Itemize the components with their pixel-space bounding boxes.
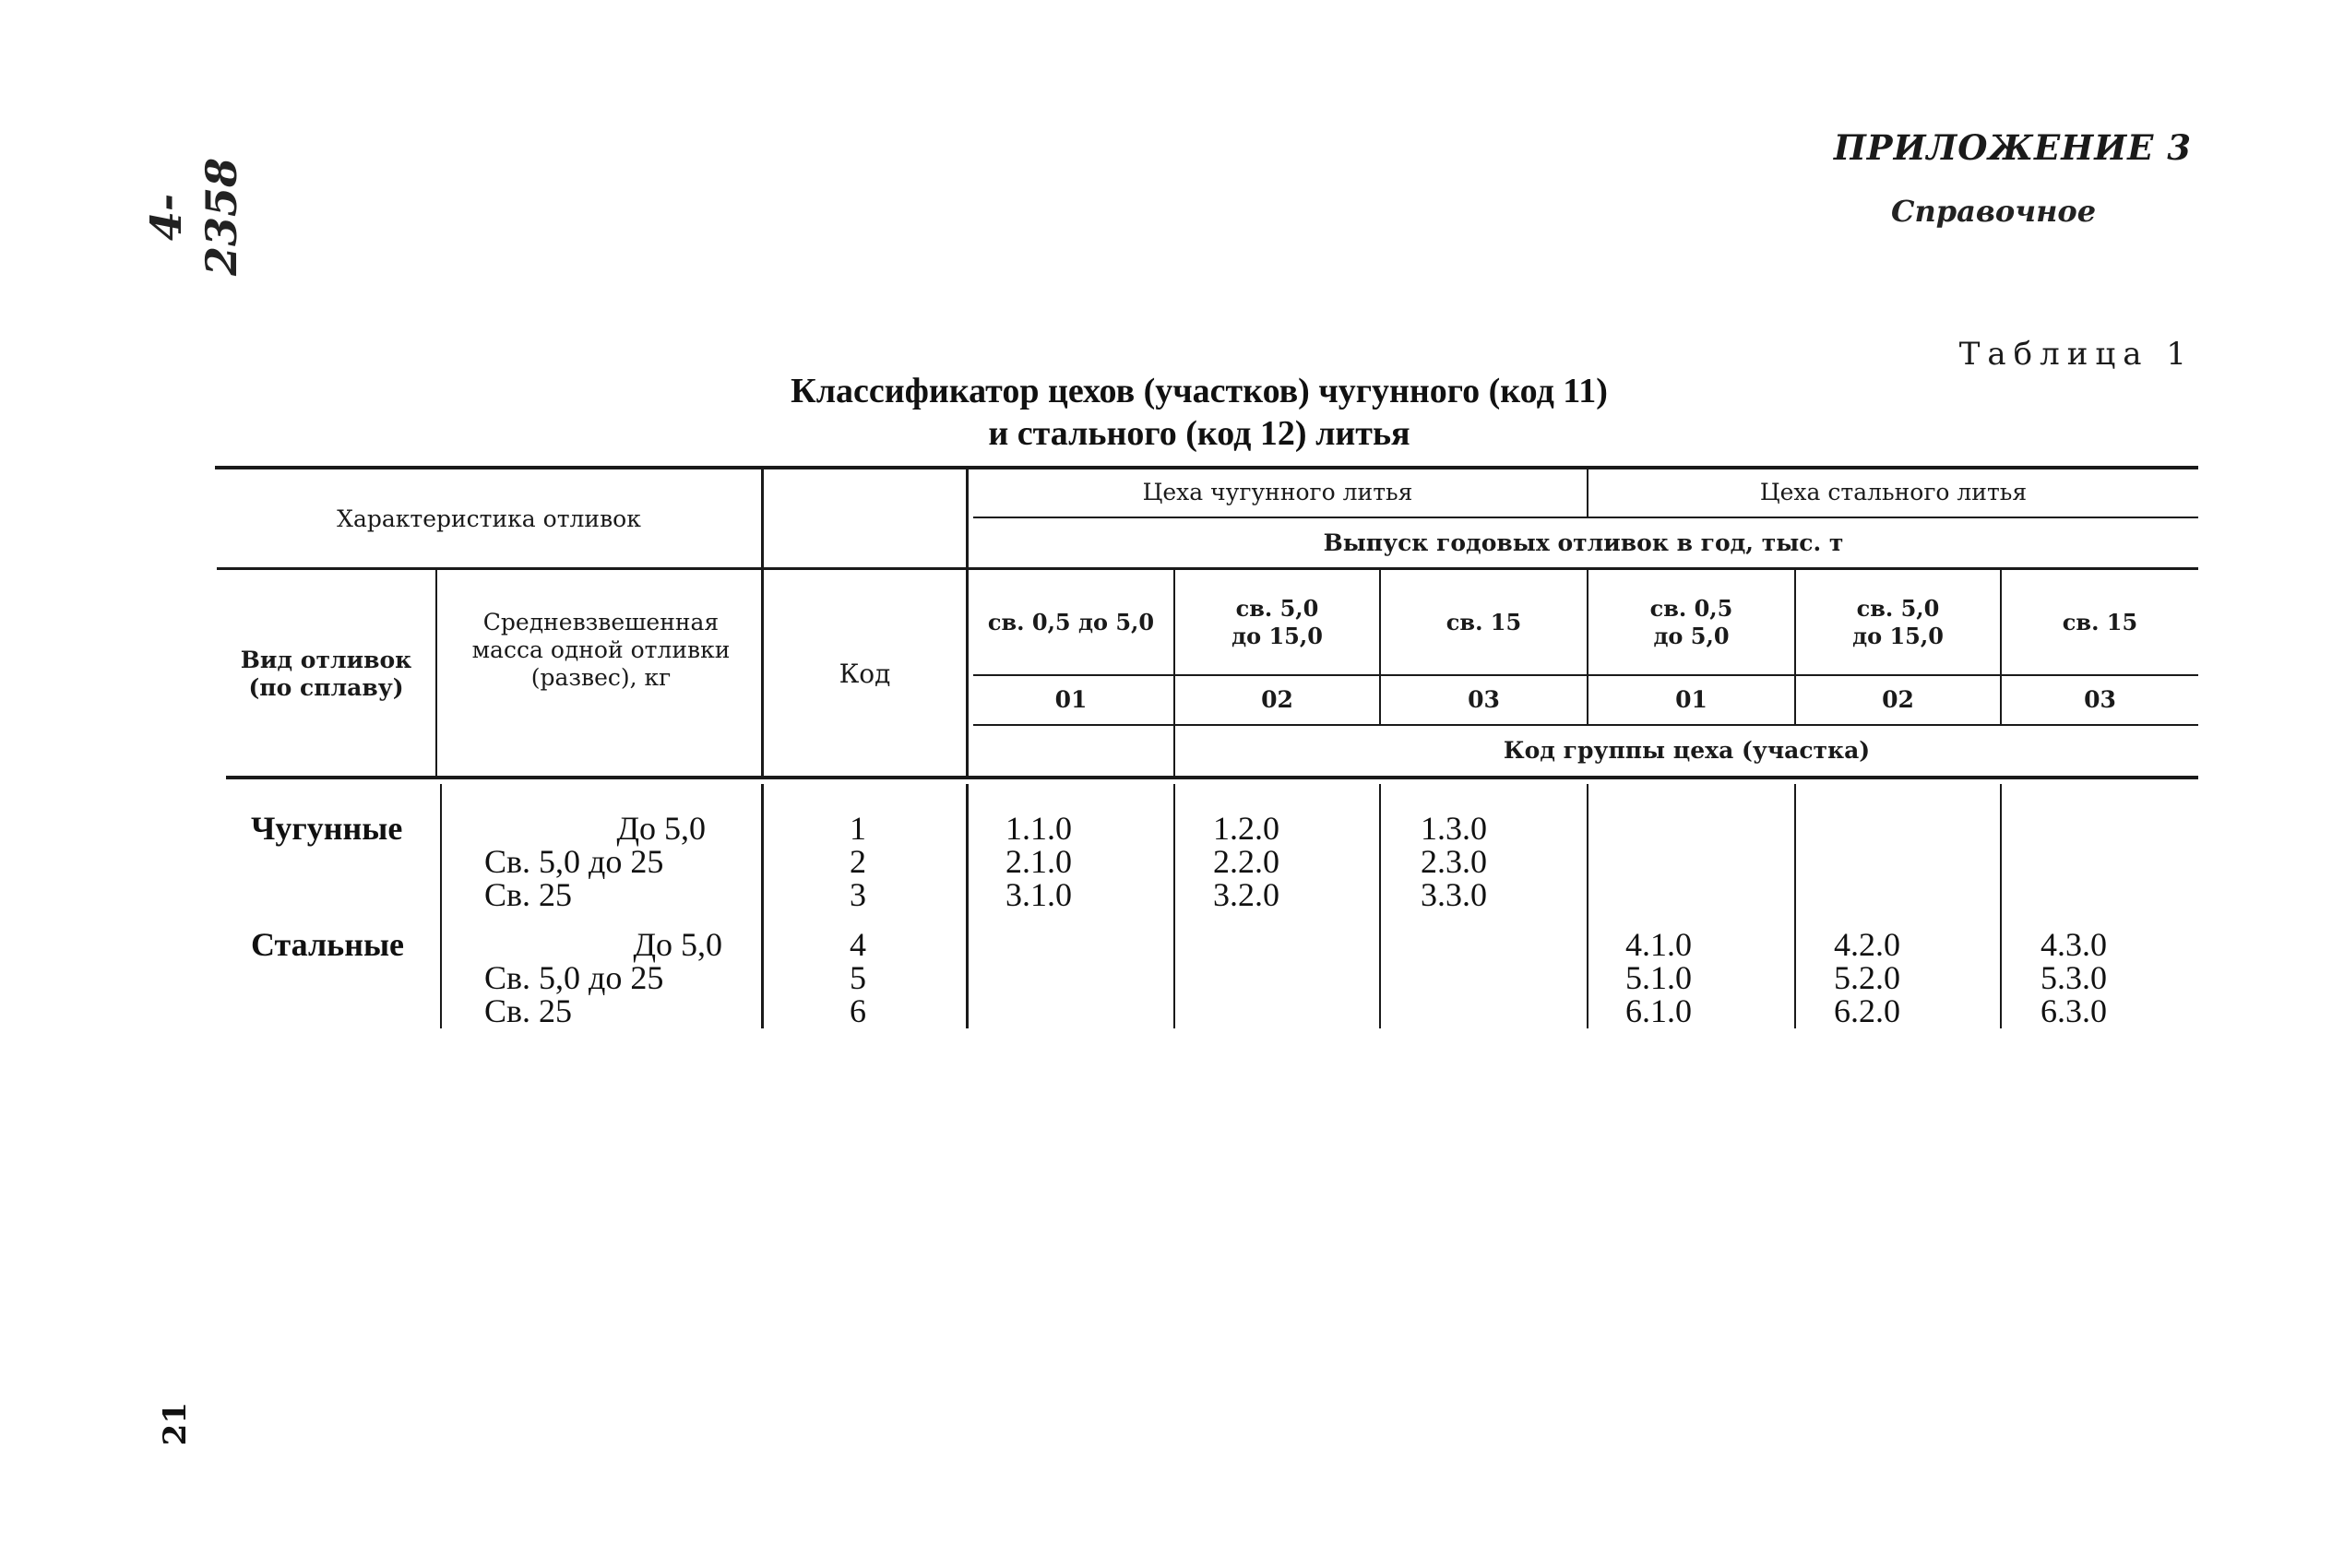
header-iron-range-3: св. 15 (1446, 608, 1522, 636)
group-code-value: 1.1.0 (1005, 810, 1072, 847)
group-code-value: 5.3.0 (2040, 959, 2107, 996)
code-cell: 5 (850, 959, 866, 996)
header-iron-code-1: 01 (1054, 686, 1088, 713)
vline-body-steel-1 (1794, 784, 1796, 1028)
iron-col-3-values (1421, 812, 1487, 911)
table-label: Таблица 1 (1958, 336, 2194, 373)
row-masses-steel (484, 928, 722, 1028)
group-code-value: 6.3.0 (2040, 992, 2107, 1029)
header-iron-range-1: св. 0,5 до 5,0 (987, 608, 1155, 636)
header-kind: Вид отливок (по сплаву) (240, 646, 412, 701)
steel-col-1-values (1625, 928, 1692, 1028)
group-code-value: 2.1.0 (1005, 843, 1072, 880)
group-code-value: 5.1.0 (1625, 959, 1692, 996)
appendix-heading: ПРИЛОЖЕНИЕ 3 (1833, 127, 2192, 168)
code-cell: 1 (850, 810, 866, 847)
group-code-value: 1.2.0 (1213, 810, 1279, 847)
row-codes-iron (839, 812, 876, 911)
group-code-value: 2.3.0 (1421, 843, 1487, 880)
mass-cell: Св. 5,0 до 25 (484, 843, 664, 880)
header-mass: Средневзвешенная масса одной отливки (развес), кг (471, 609, 731, 691)
row-masses-iron (484, 812, 706, 911)
margin-note: 4-2358 (141, 157, 246, 277)
group-code-value: 4.1.0 (1625, 926, 1692, 963)
header-iron-range-2: св. 5,0 до 15,0 (1231, 594, 1323, 649)
header-output: Выпуск годовых отливок в год, тыс. т (1323, 529, 1844, 556)
mass-cell: До 5,0 (633, 926, 722, 963)
vline-body-code (761, 784, 764, 1028)
steel-col-3-values (2040, 928, 2107, 1028)
vline-body-steel-0 (1587, 784, 1588, 1028)
mass-cell: Св. 25 (484, 992, 573, 1029)
row-kind-steel: Стальные (251, 926, 405, 963)
rule-header-bottom (226, 776, 2198, 779)
group-code-value: 4.3.0 (2040, 926, 2107, 963)
mass-cell: Св. 5,0 до 25 (484, 959, 664, 996)
mass-cell: До 5,0 (616, 810, 706, 847)
vline-kind (435, 570, 437, 776)
row-kind-iron: Чугунные (251, 810, 403, 847)
header-steel-range-3: св. 15 (2062, 608, 2138, 636)
header-iron-code-3: 03 (1468, 686, 1500, 713)
group-code-value: 5.2.0 (1834, 959, 1900, 996)
header-steel-range-2: св. 5,0 до 15,0 (1852, 594, 1944, 649)
vline-body-iron-2 (1379, 784, 1381, 1028)
steel-col-2-values (1834, 928, 1900, 1028)
table-title-line-1: Классификатор цехов (участков) чугунного (код 11) (791, 372, 1608, 410)
group-code-value: 2.2.0 (1213, 843, 1279, 880)
vline-body-iron-1 (1173, 784, 1175, 1028)
group-code-value: 1.3.0 (1421, 810, 1487, 847)
group-code-value: 6.1.0 (1625, 992, 1692, 1029)
vline-body-steel-2 (2000, 784, 2002, 1028)
header-iron-shops: Цеха чугунного литья (1142, 479, 1413, 505)
header-iron-code-2: 02 (1261, 686, 1293, 713)
group-code-value: 3.2.0 (1213, 876, 1279, 913)
table-title-line-2: и стального (код 12) литья (988, 414, 1410, 453)
group-code-value: 3.3.0 (1421, 876, 1487, 913)
group-code-value: 6.2.0 (1834, 992, 1900, 1029)
header-code: Код (839, 658, 891, 689)
code-cell: 4 (850, 926, 866, 963)
code-cell: 6 (850, 992, 866, 1029)
vline-body-mass (440, 784, 442, 1028)
group-code-value: 3.1.0 (1005, 876, 1072, 913)
code-cell: 3 (850, 876, 866, 913)
iron-col-2-values (1213, 812, 1279, 911)
row-codes-steel (839, 928, 876, 1028)
header-steel-code-3: 03 (2084, 686, 2116, 713)
header-steel-range-1: св. 0,5 до 5,0 (1649, 594, 1733, 649)
reference-label: Справочное (1891, 194, 2097, 229)
header-group-code: Код группы цеха (участка) (1503, 737, 1871, 764)
mass-cell: Св. 25 (484, 876, 573, 913)
iron-col-1-values (1005, 812, 1072, 911)
vline-body-iron (966, 784, 969, 1028)
page-number: 21 (157, 1402, 194, 1446)
code-cell: 2 (850, 843, 866, 880)
header-steel-shops: Цеха стального литья (1759, 479, 2028, 505)
group-code-value: 4.2.0 (1834, 926, 1900, 963)
header-characteristics: Характеристика отливок (337, 505, 641, 532)
header-steel-code-2: 02 (1882, 686, 1914, 713)
header-steel-code-1: 01 (1675, 686, 1707, 713)
